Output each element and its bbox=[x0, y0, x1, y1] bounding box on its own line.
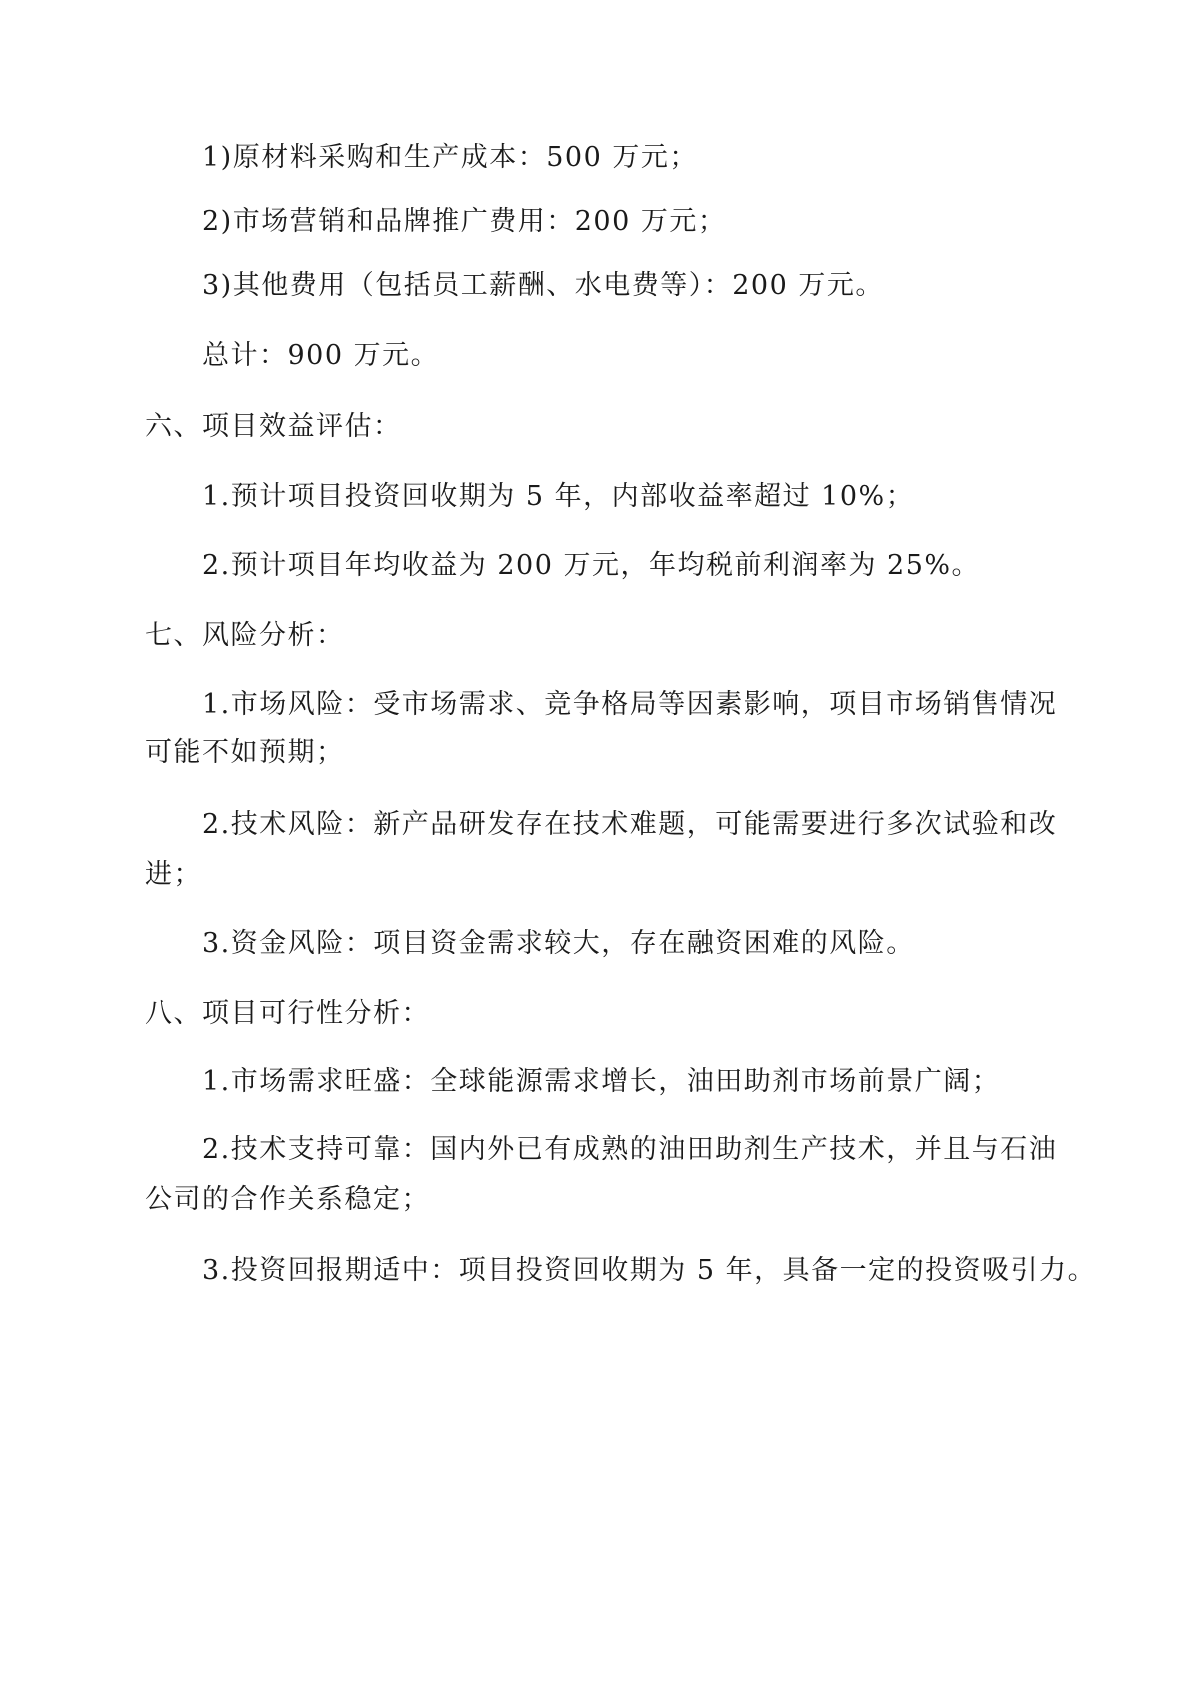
risk-item-2-continued: 进； bbox=[145, 859, 202, 890]
risk-item-2: 2.技术风险：新产品研发存在技术难题，可能需要进行多次试验和改 bbox=[202, 809, 1058, 840]
feasibility-item-2-continued: 公司的合作关系稳定； bbox=[145, 1184, 430, 1215]
cost-total: 总计：900 万元。 bbox=[202, 340, 440, 371]
section-heading-benefit: 六、项目效益评估： bbox=[145, 411, 402, 442]
section-heading-risk: 七、风险分析： bbox=[145, 620, 345, 651]
feasibility-item-2: 2.技术支持可靠：国内外已有成熟的油田助剂生产技术，并且与石油 bbox=[202, 1134, 1058, 1165]
feasibility-item-3: 3.投资回报期适中：项目投资回收期为 5 年，具备一定的投资吸引力。 bbox=[202, 1255, 1097, 1286]
risk-item-3: 3.资金风险：项目资金需求较大，存在融资困难的风险。 bbox=[202, 928, 915, 959]
cost-item-marketing: 2)市场营销和品牌推广费用：200 万元； bbox=[202, 206, 727, 237]
benefit-item-2: 2.预计项目年均收益为 200 万元，年均税前利润率为 25%。 bbox=[202, 550, 981, 581]
section-heading-feasibility: 八、项目可行性分析： bbox=[145, 998, 430, 1029]
risk-item-1: 1.市场风险：受市场需求、竞争格局等因素影响，项目市场销售情况 bbox=[202, 689, 1058, 720]
cost-item-raw-materials: 1)原材料采购和生产成本：500 万元； bbox=[202, 142, 698, 173]
benefit-item-1: 1.预计项目投资回收期为 5 年，内部收益率超过 10%； bbox=[202, 481, 915, 512]
cost-item-other: 3)其他费用（包括员工薪酬、水电费等）：200 万元。 bbox=[202, 270, 884, 301]
feasibility-item-1: 1.市场需求旺盛：全球能源需求增长，油田助剂市场前景广阔； bbox=[202, 1066, 1001, 1097]
risk-item-1-continued: 可能不如预期； bbox=[145, 737, 345, 768]
